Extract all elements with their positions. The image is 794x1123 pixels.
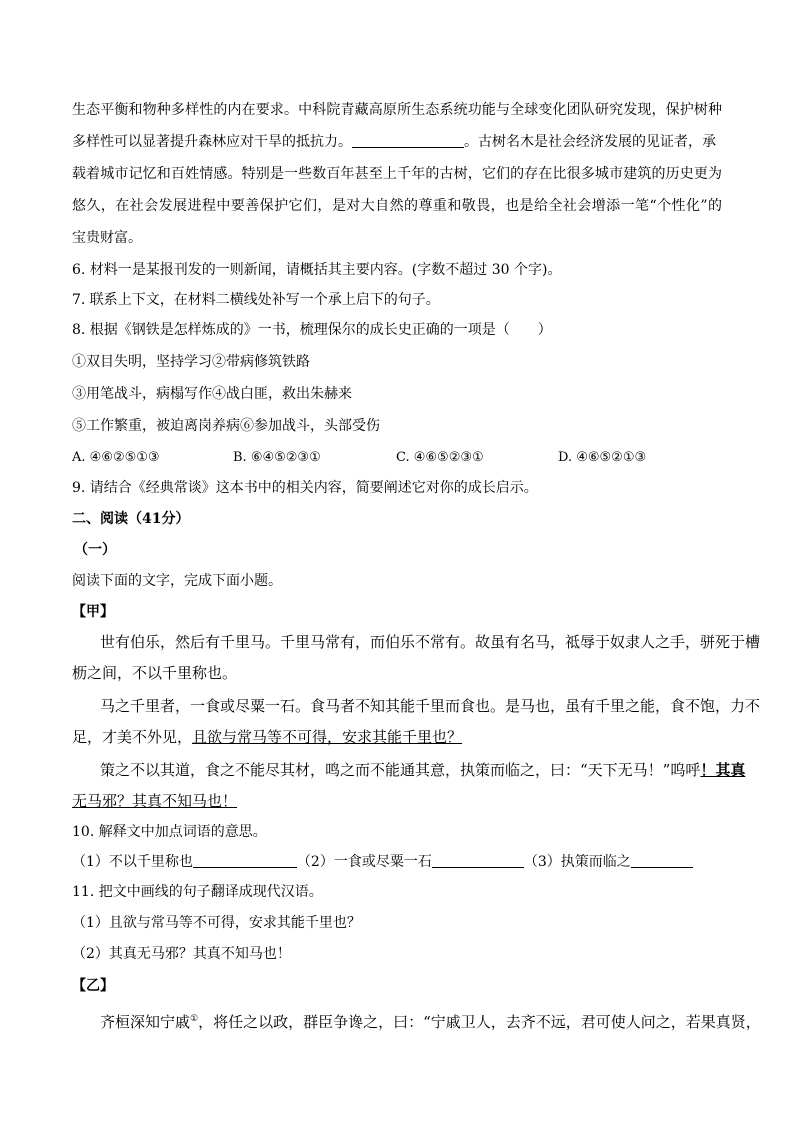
passage-yi-rest: ，将任之以政，群臣争谗之，曰：“宁戚卫人，去齐不远，君可使人问之，若果真贤， — [198, 1013, 761, 1031]
q8-item-1: ①双目失明，坚持学习②带病修筑铁路 — [72, 354, 310, 370]
q10-part-3: （3）执策而临之 — [523, 854, 631, 870]
question-8: 8. 根据《钢铁是怎样炼成的》一书，梳理保尔的成长史正确的一项是（ ） — [72, 322, 552, 338]
option-b[interactable]: B. ⑥④⑤②③① — [233, 450, 321, 465]
option-d[interactable]: D. ④⑥⑤②①③ — [558, 450, 647, 465]
q8-item-3: ⑤工作繁重，被迫离岗养病⑥参加战斗，头部受伤 — [72, 418, 380, 434]
reading-instruction: 阅读下面的文字，完成下面小题。 — [72, 573, 282, 589]
option-a[interactable]: A. ④⑥②⑤①③ — [72, 450, 160, 465]
answer-blank-3[interactable] — [631, 853, 693, 868]
question-11-part-2: （2）其真无马邪？其真不知马也！ — [72, 946, 291, 962]
question-11: 11. 把文中画线的句子翻译成现代汉语。 — [72, 884, 323, 900]
answer-blank-2[interactable] — [432, 853, 524, 868]
passage-yi-label: 【乙】 — [72, 978, 114, 994]
question-7: 7. 联系上下文，在材料二横线处补写一个承上启下的句子。 — [72, 292, 440, 308]
material-line-2 — [72, 132, 722, 152]
q8-item-2: ③用笔战斗，病榻写作④战白匪，救出朱赫来 — [72, 386, 352, 402]
question-6: 6. 材料一是某报刊发的一则新闻，请概括其主要内容。(字数不超过 30 个字)。 — [72, 262, 562, 278]
passage-p1-line1: 世有伯乐，然后有千里马。千里马常有，而伯乐不常有。故虽有名马，祗辱于奴隶人之手，骈死于槽 — [100, 633, 761, 651]
question-10: 10. 解释文中加点词语的意思。 — [72, 824, 267, 840]
question-11-part-1: （1）且欲与常马等不可得，安求其能千里也？ — [72, 915, 361, 931]
passage-p2-plain: 足，才美不外见， — [72, 728, 193, 746]
material-line-2-start: 多样性可以显著提升森林应对干旱的抵抗力。 — [72, 134, 352, 150]
question-10-parts — [72, 852, 722, 872]
subsection-label: （一） — [74, 542, 116, 558]
passage-yi-start: 齐桓深知宁戚 — [100, 1013, 191, 1031]
q10-part-1: （1）不以千里称也 — [72, 854, 193, 870]
underlined-sentence-2b: 无马邪？其真不知马也！ — [72, 792, 238, 810]
material-line-1: 生态平衡和物种多样性的内在要求。中科院青藏高原所生态系统功能与全球变化团队研究发现，保护树种 — [72, 102, 722, 118]
passage-p2-line2 — [72, 727, 722, 747]
underlined-sentence-1: 且欲与常马等不可得，安求其能千里也？ — [192, 728, 463, 746]
passage-p3-plain: 策之不以其道，食之不能尽其材，鸣之而不能通其意，执策而临之，曰：“天下无马！”呜呼 — [100, 761, 701, 779]
fill-blank-line[interactable] — [352, 133, 464, 148]
passage-p1-line2: 枥之间，不以千里称也。 — [72, 664, 238, 682]
footnote-marker: ① — [190, 1014, 199, 1024]
passage-jia-label: 【甲】 — [72, 604, 114, 620]
material-line-3: 载着城市记忆和百姓情感。特别是一些数百年甚至上千年的古树，它们的存在比很多城市建筑的历史更为 — [72, 166, 722, 182]
material-line-2-end: 。古树名木是社会经济发展的见证者，承 — [464, 134, 716, 150]
q10-part-2: （2）一食或尽粟一石 — [296, 854, 432, 870]
passage-p2-line1: 马之千里者，一食或尽粟一石。食马者不知其能千里而食也。是马也，虽有千里之能，食不饱，力不 — [100, 697, 761, 715]
section-title: 二、阅读（41分） — [72, 511, 190, 527]
material-line-5: 宝贵财富。 — [72, 230, 142, 246]
material-line-4: 悠久，在社会发展进程中要善保护它们，是对大自然的尊重和敬畏，也是给全社会增添一笔“个性化”的 — [72, 198, 722, 214]
answer-blank-1[interactable] — [193, 853, 297, 868]
passage-p3-line2 — [72, 791, 722, 811]
passage-yi-line1 — [100, 1009, 761, 1032]
option-c[interactable]: C. ④⑥⑤②③① — [396, 450, 484, 465]
underlined-sentence-2a: ！其真 — [700, 761, 746, 779]
question-9: 9. 请结合《经典常谈》这本书中的相关内容，简要阐述它对你的成长启示。 — [72, 480, 538, 496]
passage-p3-line1 — [100, 760, 750, 780]
